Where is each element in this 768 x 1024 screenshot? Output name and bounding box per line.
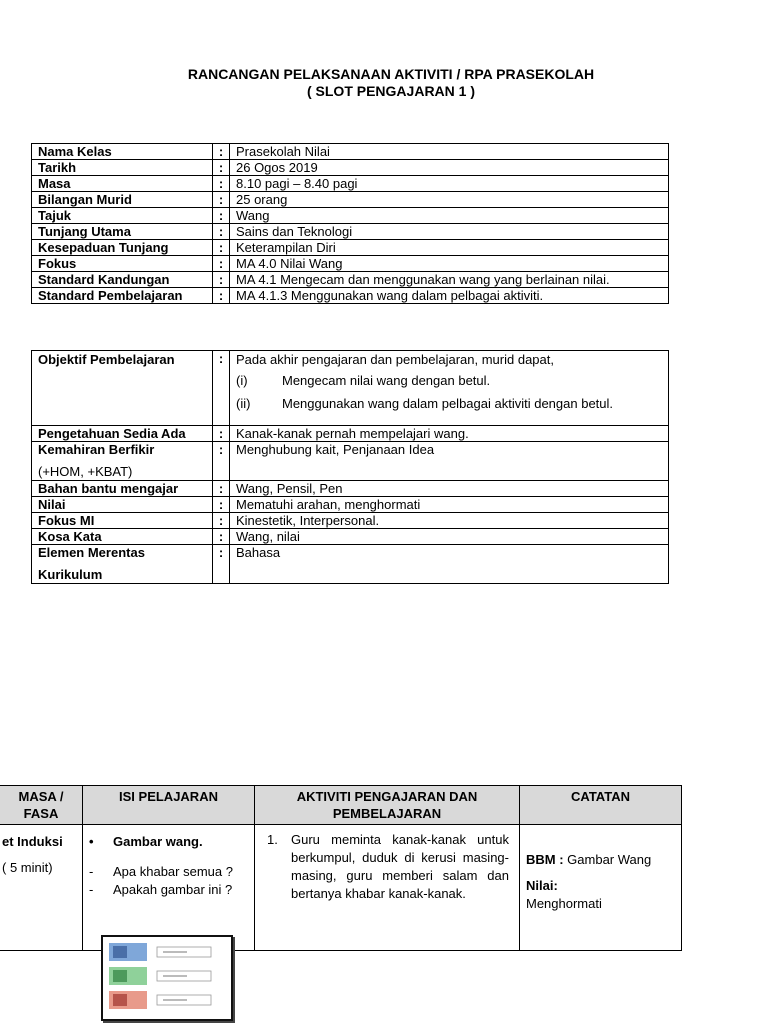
objective-value: Mematuhi arahan, menghormati [230, 497, 669, 513]
info-label: Tarikh [32, 160, 213, 176]
objective-label: Bahan bantu mengajar [32, 481, 213, 497]
objective-value: Wang, nilai [230, 529, 669, 545]
objective-value: Kinestetik, Interpersonal. [230, 513, 669, 529]
colon: : [213, 240, 230, 256]
info-value: 26 Ogos 2019 [230, 160, 669, 176]
objektif-intro: Pada akhir pengajaran dan pembelajaran, murid dapat, [236, 352, 554, 367]
table-row [32, 176, 669, 192]
info-value: Prasekolah Nilai [230, 144, 669, 160]
colon: : [213, 351, 230, 426]
document-title: RANCANGAN PELAKSANAAN AKTIVITI / RPA PRASEKOLAH [187, 66, 595, 82]
info-label: Tunjang Utama [32, 224, 213, 240]
info-table [31, 143, 669, 304]
objective-value: Bahasa [230, 545, 669, 584]
objective-table [31, 350, 669, 584]
table-row [32, 272, 669, 288]
info-value: Wang [230, 208, 669, 224]
table-row [32, 256, 669, 272]
objective-label: Nilai [32, 497, 213, 513]
objective-value: Kanak-kanak pernah mempelajari wang. [230, 426, 669, 442]
isi-main: Gambar wang. [113, 834, 203, 849]
objective-value: Wang, Pensil, Pen [230, 481, 669, 497]
table-row [32, 529, 669, 545]
isi-cell [83, 825, 255, 951]
money-picture-thumbnail [101, 935, 233, 1021]
objektif-item: (ii) Menggunakan wang dalam pelbagai aktiviti dengan betul. [236, 396, 614, 411]
colon: : [213, 272, 230, 288]
colon: : [213, 497, 230, 513]
info-label: Tajuk [32, 208, 213, 224]
colon: : [213, 160, 230, 176]
table-row [32, 351, 669, 426]
fasa-cell [0, 825, 83, 951]
fasa-text: et Induksi [2, 834, 63, 849]
info-label: Standard Pembelajaran [32, 288, 213, 304]
table-row [32, 442, 669, 481]
objective-value: Menghubung kait, Penjanaan Idea [230, 442, 669, 481]
objective-label: Fokus MI [32, 513, 213, 529]
bbm-value: Gambar Wang [567, 852, 652, 867]
info-label: Fokus [32, 256, 213, 272]
colon: : [213, 192, 230, 208]
table-row [32, 192, 669, 208]
info-label: Bilangan Murid [32, 192, 213, 208]
table-row [32, 144, 669, 160]
document-subtitle: ( SLOT PENGAJARAN 1 ) [306, 83, 475, 99]
info-value: MA 4.1.3 Menggunakan wang dalam pelbagai aktiviti. [230, 288, 669, 304]
list-item: - Apakah gambar ini ? [89, 882, 233, 897]
table-row [0, 825, 682, 951]
colon: : [213, 256, 230, 272]
info-value: MA 4.1 Mengecam dan menggunakan wang yang berlainan nilai. [230, 272, 669, 288]
colon: : [213, 208, 230, 224]
colon: : [213, 513, 230, 529]
colon: : [213, 288, 230, 304]
table-row [32, 481, 669, 497]
objektif-label: Objektif Pembelajaran [32, 351, 213, 426]
info-label: Kesepaduan Tunjang [32, 240, 213, 256]
table-row [32, 513, 669, 529]
info-value: 8.10 pagi – 8.40 pagi [230, 176, 669, 192]
bbm-label: BBM : [526, 852, 564, 867]
table-row [32, 426, 669, 442]
colon: : [213, 426, 230, 442]
objective-label: Pengetahuan Sedia Ada [32, 426, 213, 442]
nilai-label: Nilai: [526, 878, 558, 893]
colon: : [213, 529, 230, 545]
info-label: Standard Kandungan [32, 272, 213, 288]
header-isi: ISI PELAJARAN [83, 786, 255, 825]
table-row [32, 208, 669, 224]
objektif-value [230, 351, 669, 426]
table-row [32, 545, 669, 584]
header-catatan: CATATAN [520, 786, 682, 825]
table-row [32, 497, 669, 513]
header-masa-fasa: MASA / FASA [0, 786, 83, 825]
objective-label: Kosa Kata [32, 529, 213, 545]
table-row [32, 240, 669, 256]
info-value: MA 4.0 Nilai Wang [230, 256, 669, 272]
objective-label: Elemen Merentas Kurikulum [32, 545, 213, 584]
table-row [32, 224, 669, 240]
money-cards-image [103, 937, 231, 1019]
info-label: Nama Kelas [32, 144, 213, 160]
colon: : [213, 224, 230, 240]
aktiviti-number: 1. [267, 832, 278, 847]
info-value: Keterampilan Diri [230, 240, 669, 256]
catatan-cell [520, 825, 682, 951]
masa-text: ( 5 minit) [2, 860, 53, 875]
objektif-item: (i) Mengecam nilai wang dengan betul. [236, 373, 491, 388]
table-row [32, 288, 669, 304]
table-header-row [0, 786, 682, 825]
info-label: Masa [32, 176, 213, 192]
colon: : [213, 176, 230, 192]
table-row [32, 160, 669, 176]
aktiviti-cell [255, 825, 520, 951]
colon: : [213, 545, 230, 584]
aktiviti-text: Guru meminta kanak-kanak untuk berkumpul, duduk di kerusi masing-masing, guru memberi salam dan bertanya khabar kanak-kanak. [291, 832, 509, 901]
bullet-icon: • [89, 834, 94, 849]
colon: : [213, 144, 230, 160]
lesson-table [0, 785, 682, 951]
list-item: - Apa khabar semua ? [89, 864, 233, 879]
info-value: 25 orang [230, 192, 669, 208]
objective-label: Kemahiran Berfikir (+HOM, +KBAT) [32, 442, 213, 481]
info-value: Sains dan Teknologi [230, 224, 669, 240]
colon: : [213, 442, 230, 481]
nilai-value: Menghormati [526, 896, 602, 911]
colon: : [213, 481, 230, 497]
header-aktiviti: AKTIVITI PENGAJARAN DAN PEMBELAJARAN [255, 786, 520, 825]
